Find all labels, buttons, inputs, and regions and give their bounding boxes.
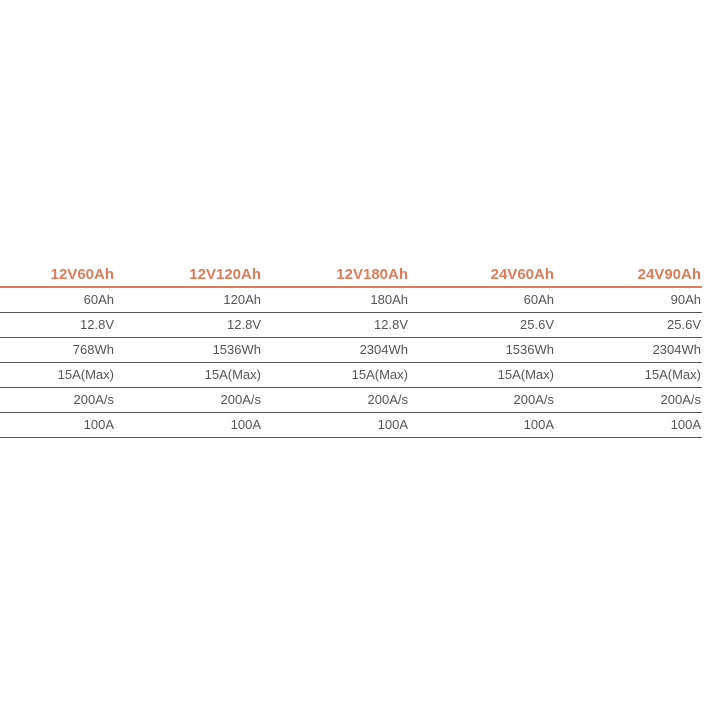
table-cell: 15A(Max) [57, 367, 114, 382]
table-cell: 12.8V [80, 317, 114, 332]
table-cell: 180Ah [370, 292, 408, 307]
table-cell: 15A(Max) [204, 367, 261, 382]
table-cell: 120Ah [223, 292, 261, 307]
table-row [0, 413, 702, 438]
table-row [0, 338, 702, 363]
table-cell: 60Ah [83, 292, 114, 307]
table-row [0, 363, 702, 388]
table-cell: 2304Wh [652, 342, 701, 357]
table-cell: 100A [523, 417, 554, 432]
column-header: 24V60Ah [490, 266, 554, 283]
column-header: 12V180Ah [336, 266, 408, 283]
table-header-row [0, 262, 702, 288]
column-header: 24V90Ah [637, 266, 701, 283]
table-cell: 1536Wh [212, 342, 261, 357]
table-cell: 768Wh [72, 342, 114, 357]
table-cell: 200A/s [367, 392, 408, 407]
table-cell: 25.6V [520, 317, 554, 332]
table-cell: 12.8V [374, 317, 408, 332]
table-cell: 200A/s [513, 392, 554, 407]
table-row [0, 313, 702, 338]
spec-table [0, 262, 702, 438]
table-cell: 100A [230, 417, 261, 432]
table-row [0, 288, 702, 313]
table-cell: 15A(Max) [644, 367, 701, 382]
table-cell: 200A/s [660, 392, 701, 407]
table-cell: 200A/s [220, 392, 261, 407]
table-cell: 25.6V [667, 317, 701, 332]
table-cell: 2304Wh [359, 342, 408, 357]
column-header: 12V60Ah [50, 266, 114, 283]
table-cell: 200A/s [73, 392, 114, 407]
table-row [0, 388, 702, 413]
table-cell: 12.8V [227, 317, 261, 332]
table-cell: 15A(Max) [497, 367, 554, 382]
table-cell: 15A(Max) [351, 367, 408, 382]
table-cell: 100A [670, 417, 701, 432]
table-cell: 90Ah [670, 292, 701, 307]
table-cell: 100A [83, 417, 114, 432]
table-cell: 100A [377, 417, 408, 432]
table-cell: 1536Wh [505, 342, 554, 357]
column-header: 12V120Ah [189, 266, 261, 283]
table-cell: 60Ah [523, 292, 554, 307]
